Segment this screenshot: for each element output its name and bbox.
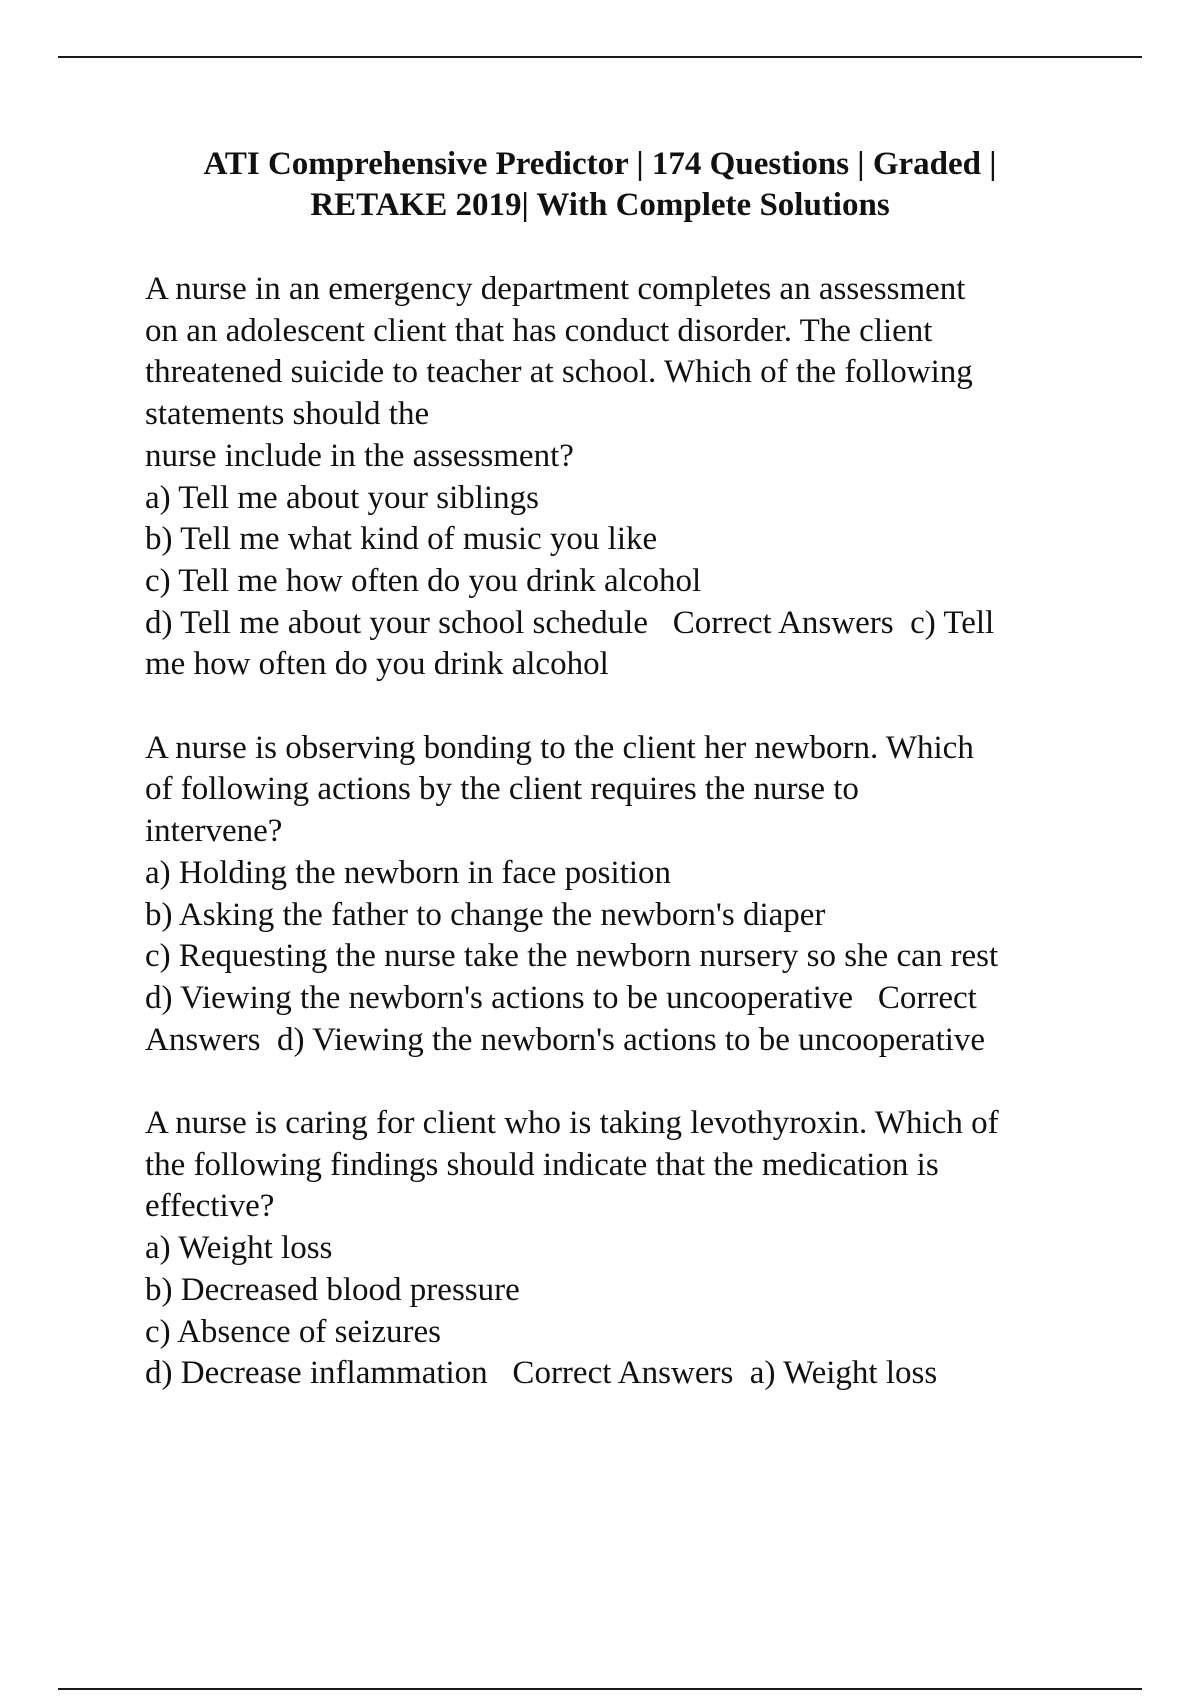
question-2-line: intervene? [145,813,283,850]
bottom-rule [58,1688,1142,1690]
question-1-option: c) Tell me how often do you drink alcohol [145,562,702,599]
top-rule [58,56,1142,58]
question-2-line: of following actions by the client requires the nurse to [145,771,859,808]
question-1-option: d) Tell me about your school schedule Correct Answers c) Tell [145,604,995,641]
question-2-option: c) Requesting the nurse take the newborn nursery so she can rest [145,938,999,975]
question-1-line: statements should the [145,396,430,433]
title-line: RETAKE 2019| With Complete Solutions [310,187,890,223]
question-block-1 [145,269,1105,686]
question-block-2 [145,728,1105,1062]
document-body [145,269,1105,1437]
question-1-line: nurse include in the assessment? [145,437,574,474]
question-3-line: effective? [145,1188,275,1225]
question-2-line: A nurse is observing bonding to the client her newborn. Which [145,729,974,766]
question-block-3 [145,1103,1105,1395]
question-2-option: b) Asking the father to change the newborn's diaper [145,896,826,933]
title-line: ATI Comprehensive Predictor | 174 Questions | Graded | [203,146,997,182]
document-title [100,144,1100,226]
question-2-option: a) Holding the newborn in face position [145,854,672,891]
question-1-line: threatened suicide to teacher at school. Which of the following [145,354,973,391]
question-3-option: c) Absence of seizures [145,1313,441,1350]
question-2-answer: Answers d) Viewing the newborn's actions to be uncooperative [145,1021,986,1058]
question-1-line: A nurse in an emergency department completes an assessment [145,271,966,307]
question-3-answer: d) Decrease inflammation Correct Answers a) Weight loss [145,1355,938,1392]
question-1-option: a) Tell me about your siblings [145,479,539,516]
question-3-line: A nurse is caring for client who is taking levothyroxin. Which of [145,1105,999,1142]
question-3-option: b) Decreased blood pressure [145,1271,520,1308]
question-2-option: d) Viewing the newborn's actions to be uncooperative Correct [145,979,977,1016]
question-1-answer: me how often do you drink alcohol [145,646,609,683]
question-3-option: a) Weight loss [145,1230,333,1267]
question-3-line: the following findings should indicate that the medication is [145,1146,939,1183]
question-1-line: on an adolescent client that has conduct disorder. The client [145,312,933,349]
question-1-option: b) Tell me what kind of music you like [145,521,658,558]
